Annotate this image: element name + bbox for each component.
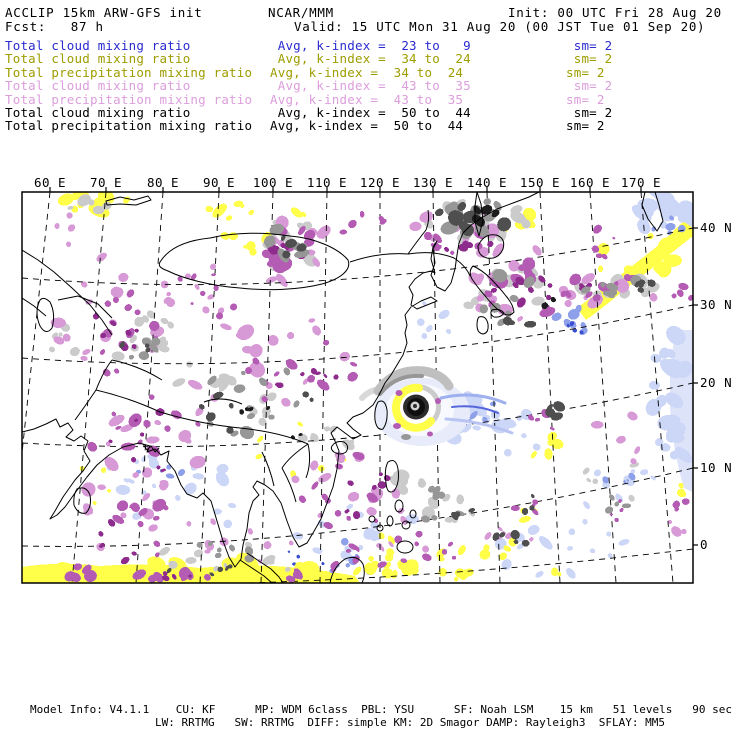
lon-label: 140 E	[466, 175, 508, 190]
model-title: ACCLIP 15km ARW-GFS init	[5, 5, 203, 20]
legend-variable: Total cloud mixing ratio	[5, 51, 191, 67]
legend-variable: Total precipitation mixing ratio	[5, 91, 253, 107]
legend-smoothing: sm= 2	[566, 64, 605, 80]
legend-variable: Total cloud mixing ratio	[5, 38, 191, 53]
typhoon-feature	[413, 404, 417, 408]
lon-label: 170 E	[620, 175, 662, 190]
lon-label: 80 E	[146, 175, 180, 190]
legend-variable: Total precipitation mixing ratio	[5, 118, 253, 134]
forecast-hour: Fcst: 87 h	[5, 19, 104, 34]
lat-label: 0	[700, 537, 709, 552]
typhoon-feature	[396, 390, 403, 396]
legend-smoothing: sm= 2	[566, 38, 613, 53]
init-time: Init: 00 UTC Fri 28 Aug 20	[508, 5, 722, 20]
legend-kindex-range: Avg, k-index = 34 to 24	[270, 64, 464, 80]
legend-smoothing: sm= 2	[566, 51, 613, 67]
typhoon-feature	[427, 432, 433, 437]
legend-variable: Total precipitation mixing ratio	[5, 64, 253, 80]
legend-kindex-range: Avg, k-index = 43 to 35	[270, 78, 471, 94]
legend-kindex-range: Avg, k-index = 23 to 9	[270, 38, 471, 53]
lon-label: 70 E	[89, 175, 123, 190]
legend-kindex-range: Avg, k-index = 50 to 44	[270, 118, 464, 134]
model-info-line2: LW: RRTMG SW: RRTMG DIFF: simple KM: 2D Smagor DAMP: Rayleigh3 SFLAY: MM5	[155, 716, 665, 729]
valid-time: Valid: 15 UTC Mon 31 Aug 20 (00 JST Tue 01 Sep 20)	[294, 19, 706, 34]
legend-smoothing: sm= 2	[566, 105, 613, 120]
legend-variable: Total cloud mixing ratio	[5, 78, 191, 94]
lon-label: 150 E	[519, 175, 561, 190]
lat-label: 40 N	[700, 220, 733, 235]
org-name: NCAR/MMM	[268, 5, 334, 20]
legend-smoothing: sm= 2	[566, 118, 605, 134]
lon-label: 120 E	[359, 175, 401, 190]
lon-label: 160 E	[569, 175, 611, 190]
legend-smoothing: sm= 2	[566, 78, 613, 94]
lon-label: 130 E	[412, 175, 454, 190]
legend-variable: Total cloud mixing ratio	[5, 105, 191, 120]
map-canvas	[8, 186, 696, 591]
legend-kindex-range: Avg, k-index = 43 to 35	[270, 91, 464, 107]
lat-label: 20 N	[700, 375, 733, 390]
model-info-line1: Model Info: V4.1.1 CU: KF MP: WDM 6class PBL: YSU SF: Noah LSM 15 km 51 levels 90 sec	[30, 703, 732, 716]
typhoon-feature	[393, 423, 401, 429]
lon-label: 100 E	[252, 175, 294, 190]
lat-label: 10 N	[700, 460, 733, 475]
legend-kindex-range: Avg, k-index = 50 to 44	[270, 105, 471, 120]
lon-label: 90 E	[202, 175, 236, 190]
typhoon-feature	[426, 395, 433, 401]
lon-label: 60 E	[33, 175, 67, 190]
typhoon-feature	[401, 434, 411, 440]
legend-kindex-range: Avg, k-index = 34 to 24	[270, 51, 471, 67]
legend-smoothing: sm= 2	[566, 91, 605, 107]
lat-label: 30 N	[700, 297, 733, 312]
lon-label: 110 E	[306, 175, 348, 190]
